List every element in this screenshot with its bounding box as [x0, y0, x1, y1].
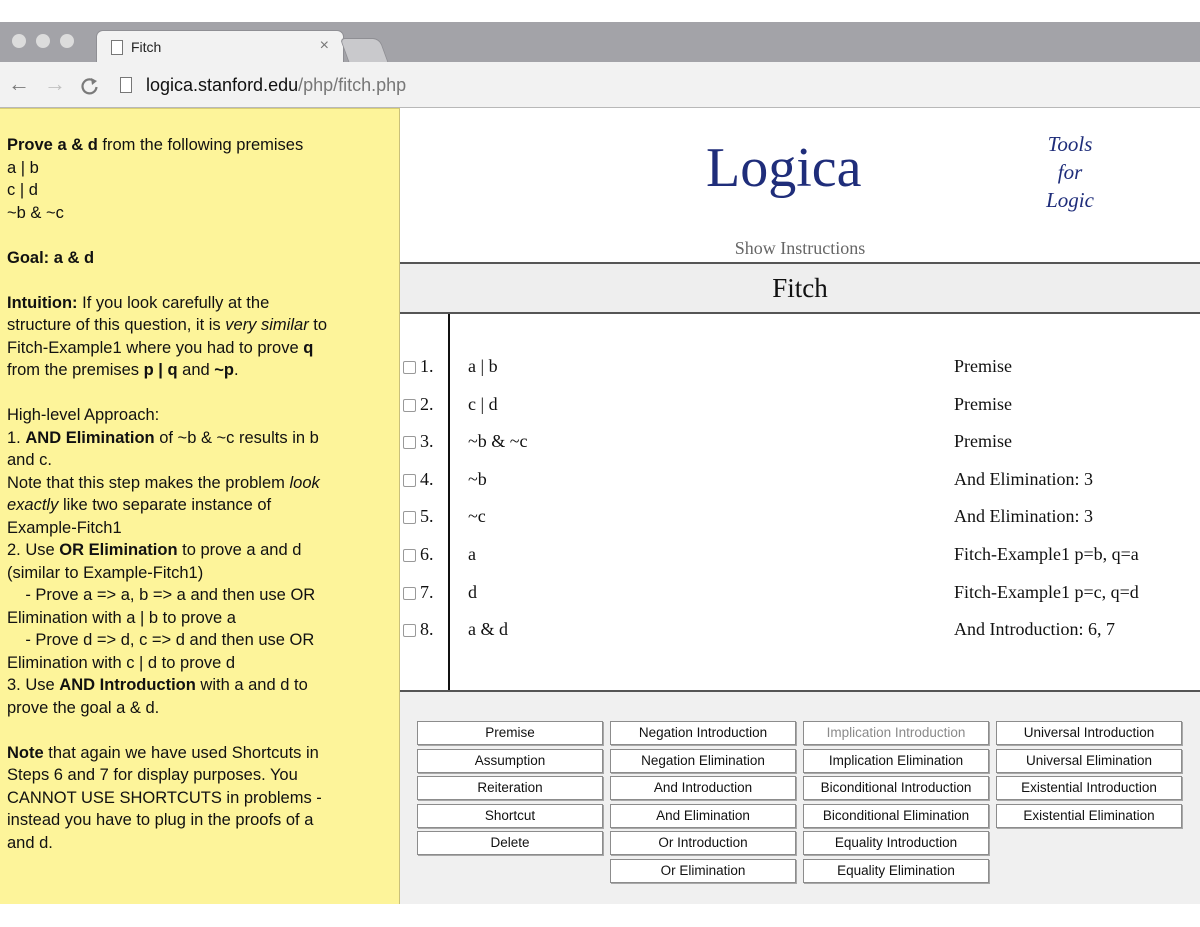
line-number: 5.: [420, 506, 434, 527]
tab-title: Fitch: [131, 39, 162, 55]
note-text: prove the goal a & d.: [7, 698, 160, 717]
rule-button-universal-introduction[interactable]: Universal Introduction: [996, 721, 1182, 745]
rule-button-existential-introduction[interactable]: Existential Introduction: [996, 776, 1182, 800]
page-icon: [120, 77, 132, 93]
line-checkbox[interactable]: [403, 587, 416, 600]
line-justification: And Introduction: 6, 7: [954, 619, 1115, 640]
page-footer: [0, 904, 1200, 927]
note-text: exactly: [7, 496, 59, 514]
note-text: (similar to Example-Fitch1): [7, 563, 204, 582]
close-tab-icon[interactable]: ×: [319, 37, 329, 54]
minimize-window-button[interactable]: [36, 34, 50, 48]
line-number: 3.: [420, 431, 434, 452]
note-text: - Prove d => d, c => d and then use OR: [7, 631, 315, 649]
rule-button-shortcut[interactable]: Shortcut: [417, 804, 603, 828]
note-text: to: [308, 316, 328, 334]
proof-row: [400, 392, 1200, 422]
proof-row: [400, 580, 1200, 610]
proof-row: [400, 467, 1200, 497]
note-text: Prove a & d: [7, 136, 98, 154]
line-justification: Premise: [954, 356, 1012, 376]
line-checkbox[interactable]: [403, 511, 416, 524]
note-text: of ~b & ~c results in b: [154, 428, 319, 447]
line-checkbox[interactable]: [403, 549, 416, 562]
forward-arrow-icon[interactable]: →: [44, 71, 66, 96]
line-justification: And Elimination: 3: [954, 468, 1093, 489]
note-text: structure of this question, it is: [7, 316, 226, 334]
note-text: AND Introduction: [59, 676, 196, 694]
rule-button-biconditional-introduction[interactable]: Biconditional Introduction: [803, 776, 989, 800]
rule-buttons-panel: [400, 690, 1200, 904]
browser-tab-bar: [0, 22, 1200, 62]
line-number: 1.: [420, 356, 434, 376]
line-formula: ~b: [468, 468, 487, 489]
note-text: and c.: [7, 451, 52, 469]
browser-toolbar: [0, 62, 1200, 108]
note-text: and: [177, 361, 215, 379]
rule-button-implication-elimination[interactable]: Implication Elimination: [803, 749, 989, 773]
rule-button-equality-introduction[interactable]: Equality Introduction: [803, 831, 989, 855]
note-text: p | q: [143, 361, 178, 379]
proof-row: [400, 542, 1200, 572]
line-formula: c | d: [468, 393, 498, 414]
line-checkbox[interactable]: [403, 624, 416, 637]
line-number: 7.: [420, 581, 434, 602]
note-text: that again we have used Shortcuts in: [43, 743, 319, 762]
note-text: AND Elimination: [25, 428, 155, 447]
address-bar[interactable]: [146, 75, 406, 96]
line-formula: a & d: [468, 619, 508, 640]
line-formula: a: [468, 544, 476, 564]
note-text: very similar: [225, 316, 309, 334]
note-text: CANNOT USE SHORTCUTS in problems -: [7, 788, 322, 807]
instruction-note: [0, 108, 400, 904]
note-text: - Prove a => a, b => a and then use OR: [7, 586, 316, 604]
note-text: 2. Use: [7, 541, 60, 559]
intuition-label: Intuition:: [7, 293, 78, 312]
rule-button-assumption[interactable]: Assumption: [417, 749, 603, 773]
premise-line: a | b: [7, 158, 39, 177]
tagline-line: Tools: [1047, 132, 1093, 156]
show-instructions-link[interactable]: Show Instructions: [734, 238, 866, 258]
tagline: [1010, 130, 1130, 214]
reload-icon[interactable]: [80, 76, 100, 96]
line-number: 2.: [420, 393, 434, 414]
page-icon: [111, 40, 123, 55]
url-path: /php/fitch.php: [298, 75, 407, 95]
line-justification: Fitch-Example1 p=c, q=d: [954, 581, 1139, 602]
tagline-line: for: [1057, 160, 1083, 184]
proof-area: [400, 314, 1200, 690]
note-text: Steps 6 and 7 for display purposes. You: [7, 766, 298, 784]
note-text: Elimination with a | b to prove a: [7, 608, 236, 627]
line-checkbox[interactable]: [403, 361, 416, 374]
line-checkbox[interactable]: [403, 474, 416, 487]
note-text: High-level Approach:: [7, 406, 160, 424]
proof-row: [400, 504, 1200, 534]
line-formula: ~b & ~c: [468, 431, 528, 452]
note-text: and d.: [7, 833, 53, 852]
rule-button-implication-introduction[interactable]: Implication Introduction: [803, 721, 989, 745]
note-text: from the premises: [7, 361, 144, 379]
zoom-window-button[interactable]: [60, 34, 74, 48]
note-text: look: [289, 473, 320, 492]
line-formula: d: [468, 581, 477, 602]
note-text: ~p: [214, 361, 234, 379]
premise-line: ~b & ~c: [7, 203, 64, 222]
rule-button-or-introduction[interactable]: Or Introduction: [610, 831, 796, 855]
note-text: Fitch-Example1 where you had to prove: [7, 338, 304, 357]
line-checkbox[interactable]: [403, 436, 416, 449]
note-text: with a and d to: [195, 676, 308, 694]
proof-row: [400, 354, 1200, 384]
line-justification: And Elimination: 3: [954, 506, 1093, 527]
line-number: 8.: [420, 619, 434, 640]
new-tab-button[interactable]: [340, 38, 389, 62]
rule-button-biconditional-elimination[interactable]: Biconditional Elimination: [803, 804, 989, 828]
rule-button-premise[interactable]: Premise: [417, 721, 603, 745]
line-formula: a | b: [468, 356, 498, 376]
line-justification: Premise: [954, 431, 1012, 452]
note-text: .: [234, 361, 239, 379]
note-text: Note that this step makes the problem: [7, 473, 290, 492]
rule-button-and-elimination[interactable]: And Elimination: [610, 804, 796, 828]
note-text: to prove a and d: [177, 541, 302, 559]
browser-tab-fitch[interactable]: [96, 30, 344, 62]
back-arrow-icon[interactable]: ←: [8, 71, 30, 96]
note-text: from the following premises: [97, 136, 304, 154]
rule-button-or-elimination[interactable]: Or Elimination: [610, 859, 796, 883]
line-checkbox[interactable]: [403, 399, 416, 412]
rule-button-and-introduction[interactable]: And Introduction: [610, 776, 796, 800]
line-justification: Fitch-Example1 p=b, q=a: [954, 544, 1139, 564]
premise-line: c | d: [7, 181, 38, 199]
fitch-title: Fitch: [400, 262, 1200, 314]
tagline-line: Logic: [1046, 188, 1094, 212]
proof-row: [400, 429, 1200, 459]
goal-line: Goal: a & d: [7, 248, 95, 267]
note-text: 1.: [7, 428, 26, 447]
rule-button-negation-elimination[interactable]: Negation Elimination: [610, 749, 796, 773]
line-formula: ~c: [468, 506, 486, 527]
url-host: logica.stanford.edu: [146, 75, 299, 95]
rule-button-delete[interactable]: Delete: [417, 831, 603, 855]
note-text: Example-Fitch1: [7, 518, 122, 537]
line-number: 4.: [420, 468, 434, 489]
close-window-button[interactable]: [12, 34, 26, 48]
rule-button-existential-elimination[interactable]: Existential Elimination: [996, 804, 1182, 828]
note-text: Elimination with c | d to prove d: [7, 653, 236, 672]
note-text: 3. Use: [7, 676, 60, 694]
note-text: q: [303, 338, 314, 357]
note-text: If you look carefully at the: [77, 293, 270, 312]
line-justification: Premise: [954, 393, 1012, 414]
rule-button-reiteration[interactable]: Reiteration: [417, 776, 603, 800]
rule-button-equality-elimination[interactable]: Equality Elimination: [803, 859, 989, 883]
note-text: like two separate instance of: [58, 496, 272, 514]
line-number: 6.: [420, 544, 434, 564]
rule-button-universal-elimination[interactable]: Universal Elimination: [996, 749, 1182, 773]
proof-row: [400, 617, 1200, 647]
logica-logo: Logica: [706, 137, 862, 199]
note-text: Note: [7, 743, 44, 762]
note-text: OR Elimination: [59, 541, 178, 559]
rule-button-negation-introduction[interactable]: Negation Introduction: [610, 721, 796, 745]
note-text: instead you have to plug in the proofs of a: [7, 811, 314, 829]
